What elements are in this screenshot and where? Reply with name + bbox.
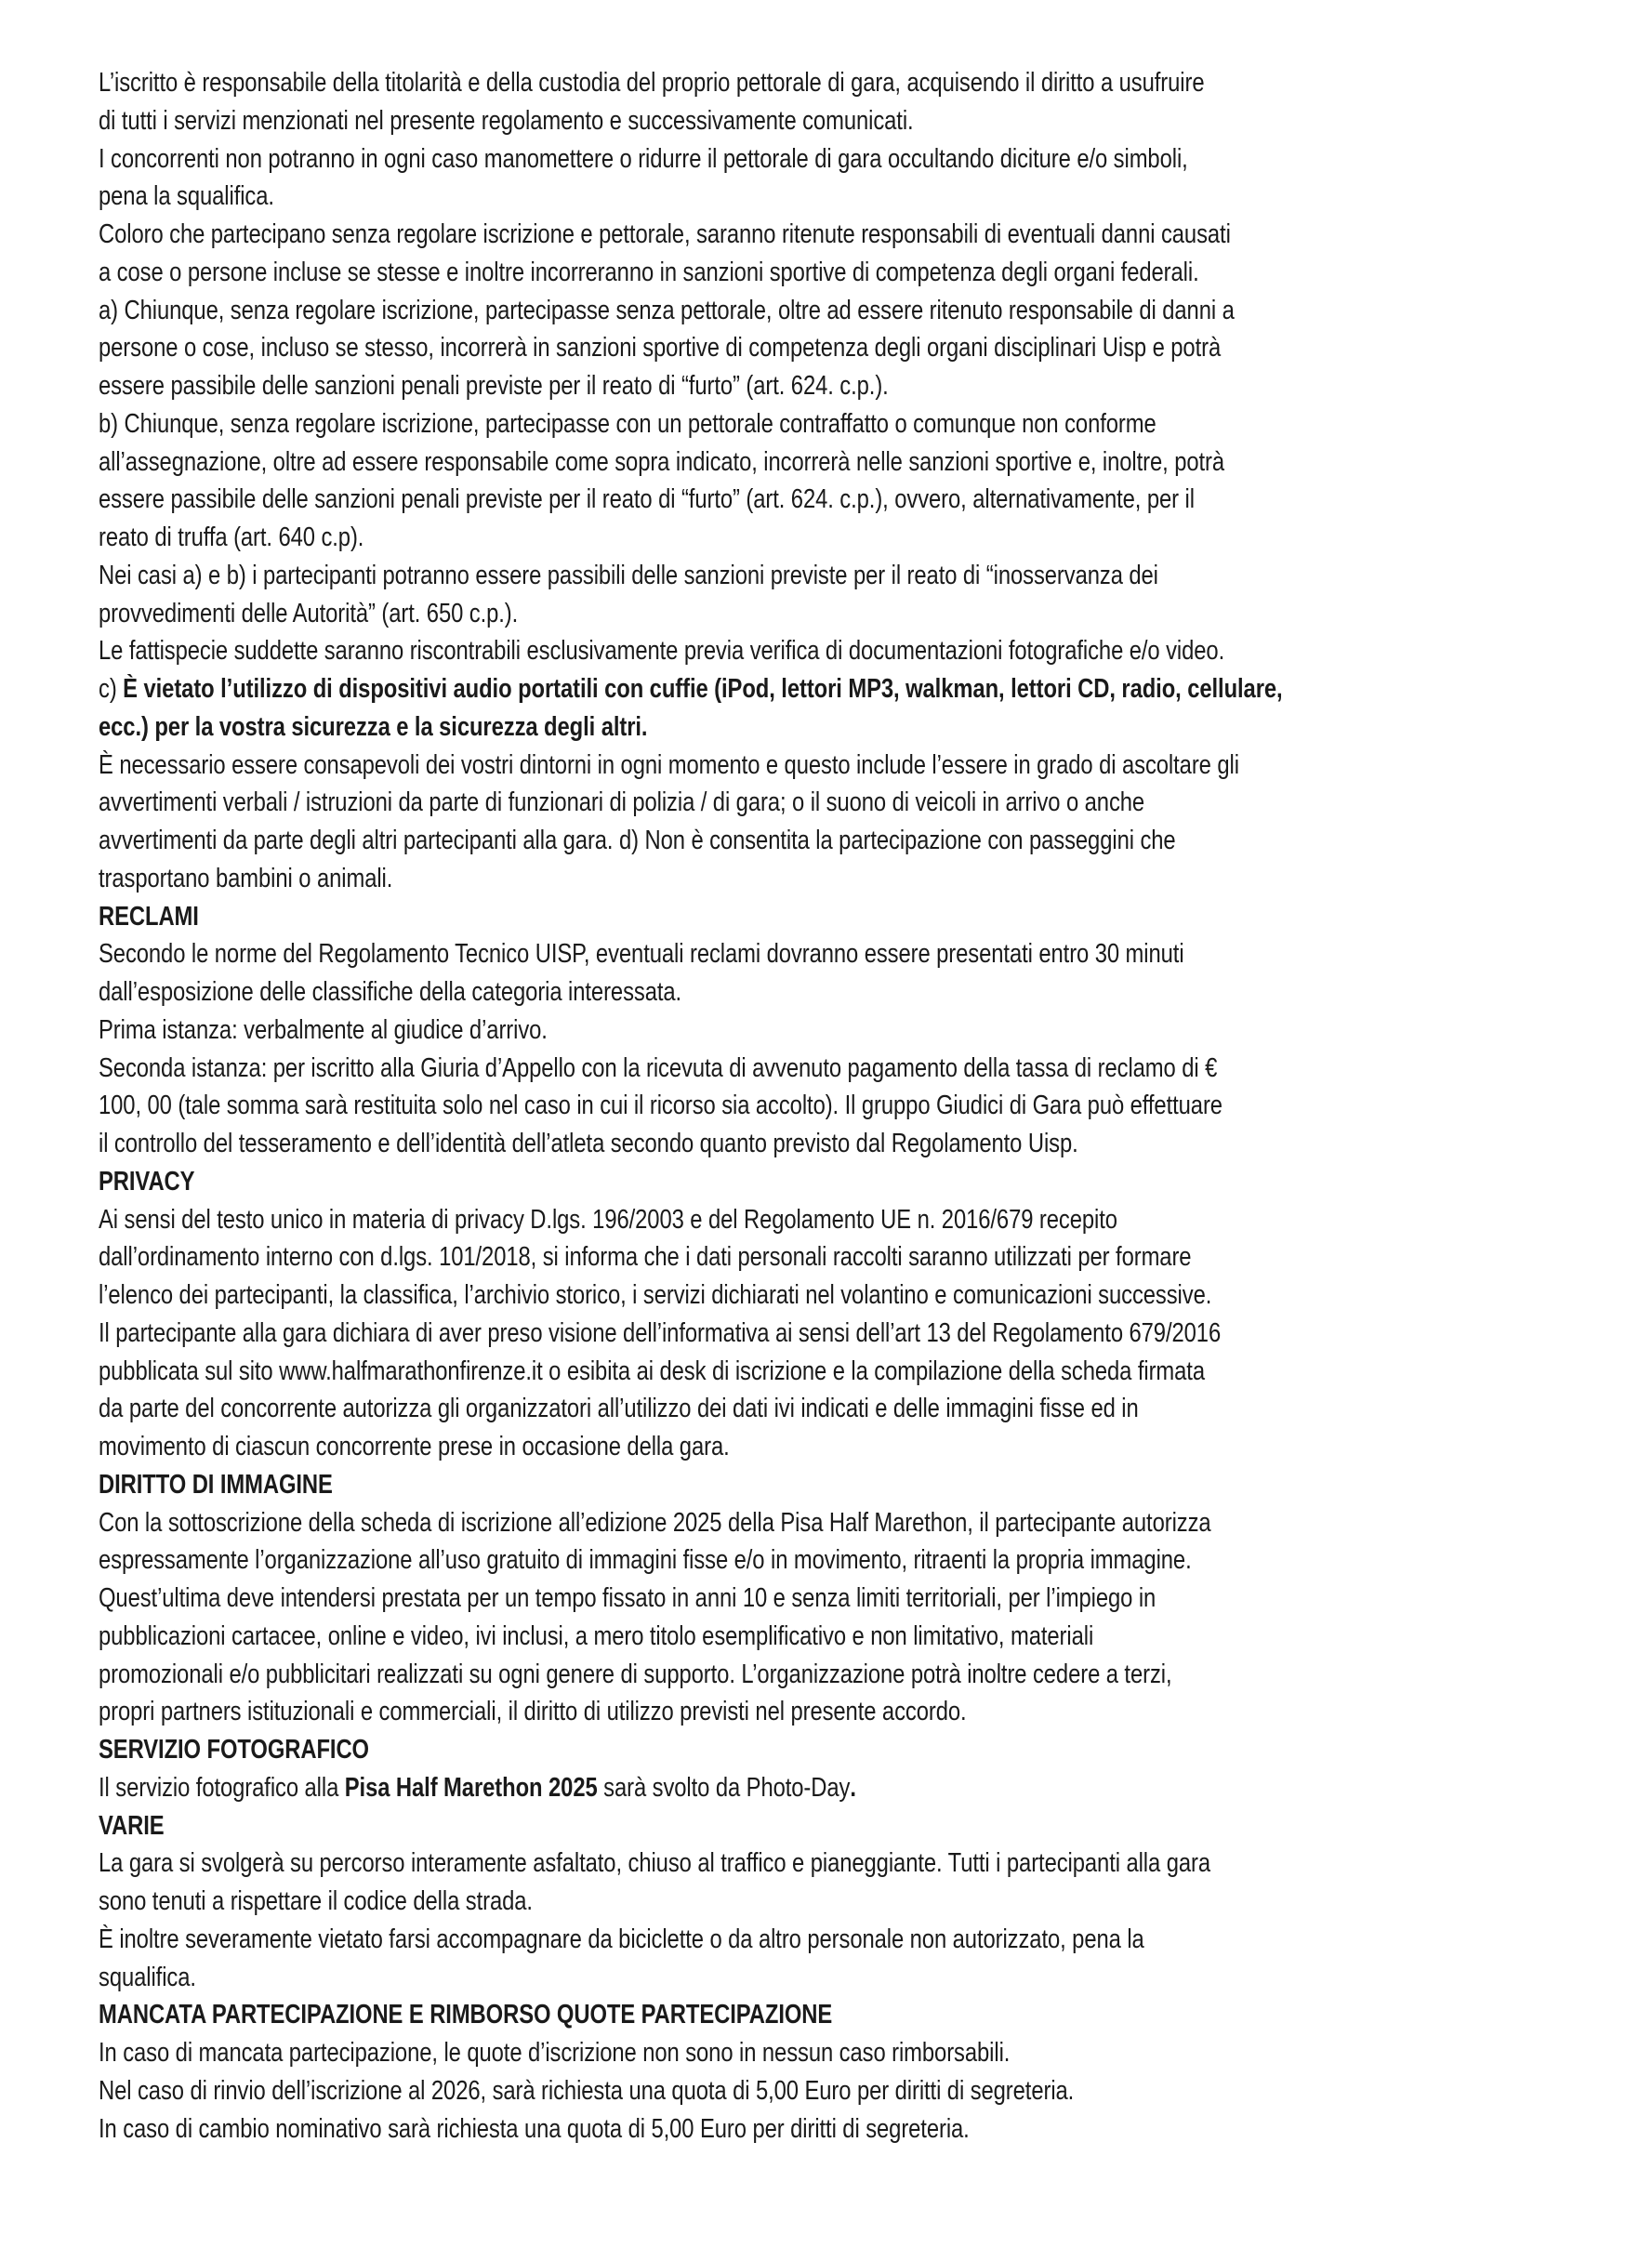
text-line [99, 935, 1341, 973]
text-run: I concorrenti non potranno in ogni caso manomettere o ridurre il pettorale di gara occultando diciture e/o simboli, [99, 143, 1188, 174]
section-heading: VARIE [99, 1810, 165, 1841]
text-line [99, 670, 1341, 708]
text-run: È necessario essere consapevoli dei vostri dintorni in ogni momento e questo include l’essere in grado di ascoltare gli [99, 749, 1239, 780]
text-line [99, 519, 1341, 557]
text-run: sarà svolto da Photo-Day [597, 1772, 851, 1803]
text-line [99, 1693, 1341, 1731]
text-run: provvedimenti delle Autorità” (art. 650 c.p.). [99, 598, 519, 628]
heading-reclami [99, 898, 1586, 936]
text-line [99, 1580, 1341, 1618]
text-line [99, 784, 1341, 822]
text-line [99, 2072, 1341, 2110]
paragraph-bib-responsibility [99, 64, 1586, 140]
text-run: Nel caso di rinvio dell’iscrizione al 2026, sarà richiesta una quota di 5,00 Euro per diritti di segreteria. [99, 2075, 1075, 2106]
text-run: L’iscritto è responsabile della titolarità e della custodia del proprio pettorale di gara, acquisendo il diritto a usufruire [99, 68, 1205, 98]
text-run: Prima istanza: verbalmente al giudice d’arrivo. [99, 1014, 548, 1045]
text-run: È inoltre severamente vietato farsi accompagnare da biciclette o da altro personale non autorizzato, pena la [99, 1924, 1144, 1954]
text-line [99, 747, 1341, 785]
bold-text-run: È vietato l’utilizzo di dispositivi audio portatili con cuffie (iPod, lettori MP3, walkman, lettori CD, radio, cellulare, [123, 674, 1283, 704]
text-run: o esibita ai desk di iscrizione e la compilazione della scheda firmata [542, 1355, 1205, 1386]
text-run: di tutti i servizi menzionati nel presente regolamento e successivamente comunicati. [99, 105, 914, 136]
text-line [99, 254, 1341, 292]
text-run: trasportano bambini o animali. [99, 863, 393, 893]
paragraph-privacy-consent [99, 1315, 1586, 1466]
bold-text-run: Pisa Half Marethon 2025 [344, 1772, 598, 1803]
text-run: dall’esposizione delle classifiche della categoria interessata. [99, 977, 682, 1007]
text-run: Ai sensi del testo unico in materia di privacy D.lgs. 196/2003 e del Regolamento UE n. 2016/679 recepito [99, 1204, 1117, 1235]
website-link[interactable]: www.halfmarathonfirenze.it [279, 1355, 543, 1386]
text-line [99, 1959, 1341, 1997]
text-line [99, 708, 1341, 747]
text-line [99, 822, 1341, 860]
section-heading: SERVIZIO FOTOGRAFICO [99, 1735, 369, 1765]
text-run: il controllo del tesseramento e dell’identità dell’atleta secondo quanto previsto dal Regolamento Uisp. [99, 1129, 1078, 1158]
paragraph-varie-course [99, 1845, 1586, 1921]
text-line [99, 1656, 1341, 1694]
paragraph-name-change-fee [99, 2110, 1586, 2149]
text-line [99, 2110, 1341, 2149]
text-run: pena la squalifica. [99, 181, 274, 212]
text-run: In caso di cambio nominativo sarà richiesta una quota di 5,00 Euro per diritti di segreteria. [99, 2113, 970, 2144]
text-line [99, 1390, 1341, 1428]
heading-mancata-partecipazione [99, 1996, 1586, 2034]
text-line [99, 632, 1341, 670]
text-run: Il servizio fotografico alla [99, 1772, 345, 1803]
text-line [99, 292, 1341, 330]
text-line [99, 64, 1341, 102]
paragraph-reclami-deadline [99, 935, 1586, 1012]
text-run: espressamente l’organizzazione all’uso gratuito di immagini fisse e/o in movimento, ritraenti la propria immagine. [99, 1545, 1192, 1576]
paragraph-privacy-data-use [99, 1201, 1586, 1315]
text-line [99, 860, 1341, 898]
text-run: pubblicata sul sito [99, 1355, 280, 1386]
text-run: Le fattispecie suddette saranno riscontrabili esclusivamente previa verifica di documentazioni fotografiche e/o video. [99, 636, 1225, 667]
paragraph-reclami-first-instance [99, 1012, 1586, 1050]
paragraph-clauses-a-b-sanctions [99, 557, 1586, 633]
text-run: dall’ordinamento interno con d.lgs. 101/2018, si informa che i dati personali raccolti saranno utilizzati per formare [99, 1242, 1192, 1273]
paragraph-varie-escort-ban [99, 1921, 1586, 1997]
text-run: persone o cose, incluso se stesso, incorrerà in sanzioni sportive di competenza degli organi disciplinari Uisp e potrà [99, 333, 1222, 364]
text-run: avvertimenti verbali / istruzioni da parte di funzionari di polizia / di gara; o il suono di veicoli in arrivo o anche [99, 787, 1145, 818]
text-line [99, 1050, 1341, 1088]
text-line [99, 481, 1341, 519]
text-line [99, 216, 1341, 254]
text-line [99, 1201, 1341, 1239]
text-run: Seconda istanza: per iscritto alla Giuria d’Appello con la ricevuta di avvenuto pagamento della tassa di reclamo di € [99, 1052, 1218, 1083]
text-run: In caso di mancata partecipazione, le quote d’iscrizione non sono in nessun caso rimborsabili. [99, 2038, 1011, 2068]
text-line [99, 1428, 1341, 1466]
text-run: da parte del concorrente autorizza gli organizzatori all’utilizzo dei dati ivi indicati e delle immagini fisse ed in [99, 1394, 1139, 1424]
text-run: c) [99, 674, 124, 704]
paragraph-clause-c-headphones [99, 670, 1586, 747]
paragraph-no-refund [99, 2034, 1586, 2072]
text-line [99, 329, 1341, 367]
paragraph-reclami-second-instance [99, 1050, 1586, 1163]
paragraph-photo-service [99, 1769, 1586, 1807]
text-line [99, 973, 1341, 1012]
text-run: Il partecipante alla gara dichiara di aver preso visione dell’informativa ai sensi dell’art 13 del Regolamento 679/2016 [99, 1317, 1222, 1348]
text-line [99, 1315, 1341, 1353]
text-line [99, 1125, 1341, 1163]
text-line [99, 443, 1341, 482]
text-line [99, 1238, 1341, 1276]
text-run: Coloro che partecipano senza regolare iscrizione e pettorale, saranno ritenute responsabili di eventuali danni causati [99, 219, 1231, 249]
paragraph-clause-a [99, 292, 1586, 405]
text-run: a) Chiunque, senza regolare iscrizione, partecipasse senza pettorale, oltre ad essere ritenuto responsabile di danni a [99, 295, 1235, 325]
text-line [99, 1845, 1341, 1883]
text-run: La gara si svolgerà su percorso interamente asfaltato, chiuso al traffico e pianeggiante. Tutti i partecipanti alla gara [99, 1848, 1210, 1879]
bold-text-run: . [850, 1772, 856, 1803]
text-run: b) Chiunque, senza regolare iscrizione, partecipasse con un pettorale contraffatto o comunque non conforme [99, 408, 1156, 439]
text-line [99, 367, 1341, 405]
text-run: reato di truffa (art. 640 c.p). [99, 522, 364, 552]
text-line [99, 1353, 1341, 1391]
text-line [99, 1012, 1341, 1050]
text-line [99, 178, 1341, 216]
bold-text-run: ecc.) per la vostra sicurezza e la sicurezza degli altri. [99, 711, 648, 742]
section-heading: MANCATA PARTECIPAZIONE E RIMBORSO QUOTE PARTECIPAZIONE [99, 2000, 833, 2030]
text-line [99, 405, 1341, 443]
text-run: a cose o persone incluse se stesse e inoltre incorreranno in sanzioni sportive di competenza degli organi federali. [99, 257, 1199, 287]
text-line [99, 102, 1341, 140]
heading-varie [99, 1807, 1586, 1845]
text-run: squalifica. [99, 1962, 196, 1992]
paragraph-awareness-and-clause-d [99, 747, 1586, 898]
heading-servizio-fotografico [99, 1731, 1586, 1769]
text-line [99, 557, 1341, 595]
text-line [99, 1769, 1341, 1807]
text-run: sono tenuti a rispettare il codice della strada. [99, 1886, 533, 1916]
document-page [99, 64, 1586, 2148]
paragraph-bib-tampering [99, 140, 1586, 217]
text-run: promozionali e/o pubblicitari realizzati su ogni genere di supporto. L’organizzazione potrà inoltre cedere a terzi, [99, 1659, 1172, 1689]
section-heading: DIRITTO DI IMMAGINE [99, 1469, 333, 1500]
text-line [99, 1618, 1341, 1656]
text-line [99, 1276, 1341, 1315]
paragraph-photo-video-verification [99, 632, 1586, 670]
paragraph-image-rights [99, 1504, 1586, 1732]
text-run: Quest’ultima deve intendersi prestata per un tempo fissato in anni 10 e senza limiti territoriali, per l’impiego in [99, 1583, 1156, 1613]
heading-privacy [99, 1163, 1586, 1201]
section-heading: RECLAMI [99, 901, 199, 932]
text-run: essere passibile delle sanzioni penali previste per il reato di “furto” (art. 624. c.p.). [99, 371, 889, 401]
text-line [99, 1541, 1341, 1580]
text-line [99, 595, 1341, 633]
text-run: pubblicazioni cartacee, online e video, ivi inclusi, a mero titolo esemplificativo e non limitativo, materiali [99, 1620, 1094, 1651]
section-heading: PRIVACY [99, 1166, 195, 1197]
text-run: movimento di ciascun concorrente prese in occasione della gara. [99, 1432, 730, 1461]
text-run: Secondo le norme del Regolamento Tecnico UISP, eventuali reclami dovranno essere presentati entro 30 minuti [99, 939, 1184, 970]
paragraph-deferral-fee [99, 2072, 1586, 2110]
text-run: Nei casi a) e b) i partecipanti potranno essere passibili delle sanzioni previste per il reato di “inosservanza dei [99, 560, 1158, 590]
text-run: Con la sottoscrizione della scheda di iscrizione all’edizione 2025 della Pisa Half Marethon, il partecipante autorizza [99, 1507, 1211, 1538]
paragraph-unregistered-participants [99, 216, 1586, 292]
heading-diritto-di-immagine [99, 1466, 1586, 1504]
text-run: avvertimenti da parte degli altri partecipanti alla gara. d) Non è consentita la partecipazione con passeggini che [99, 826, 1176, 855]
text-run: essere passibile delle sanzioni penali previste per il reato di “furto” (art. 624. c.p.), ovvero, alternativamente, per il [99, 484, 1195, 515]
paragraph-clause-b [99, 405, 1586, 557]
text-line [99, 1921, 1341, 1959]
text-run: l’elenco dei partecipanti, la classifica, l’archivio storico, i servizi dichiarati nel volantino e comunicazioni successive. [99, 1280, 1212, 1310]
text-line [99, 1504, 1341, 1542]
text-line [99, 1087, 1341, 1125]
text-run: all’assegnazione, oltre ad essere responsabile come sopra indicato, incorrerà nelle sanzioni sportive e, inoltre, potrà [99, 446, 1225, 477]
text-run: 100, 00 (tale somma sarà restituita solo nel caso in cui il ricorso sia accolto). Il gruppo Giudici di Gara può effettuare [99, 1091, 1222, 1121]
text-line [99, 140, 1341, 179]
text-line [99, 1883, 1341, 1921]
text-run: propri partners istituzionali e commerciali, il diritto di utilizzo previsti nel presente accordo. [99, 1697, 967, 1727]
text-line [99, 2034, 1341, 2072]
